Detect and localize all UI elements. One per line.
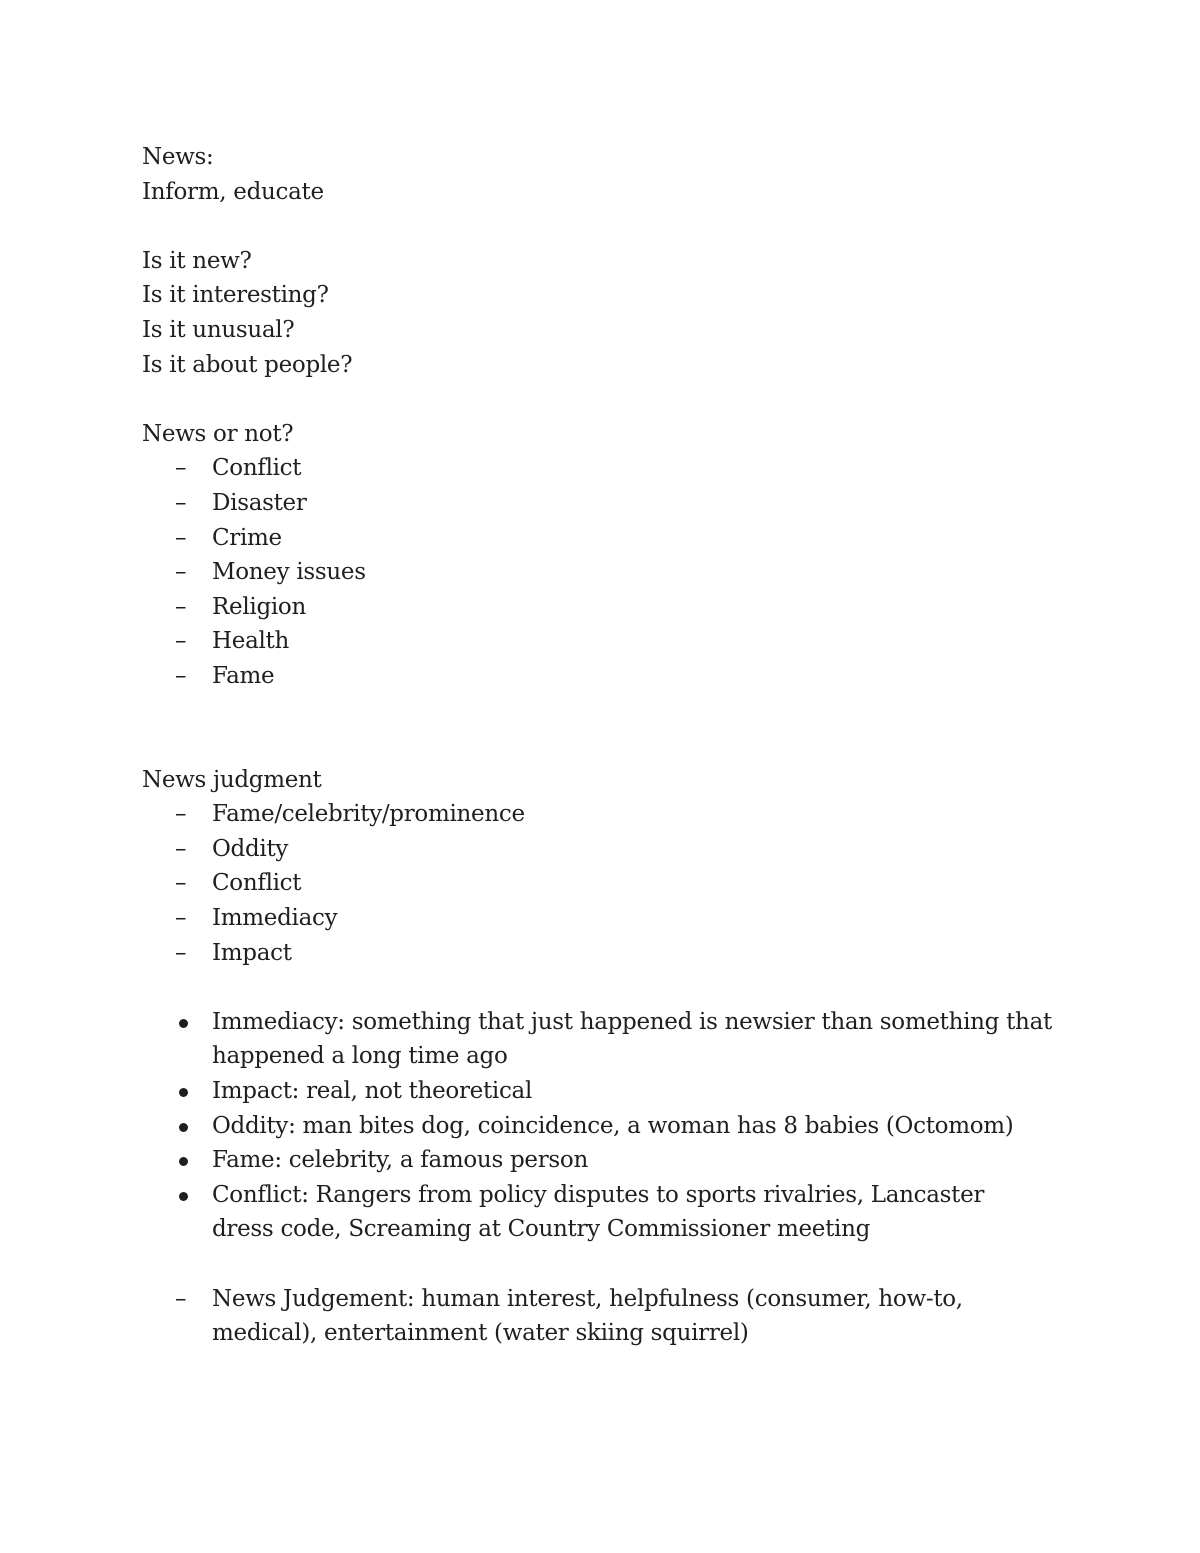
question-line: Is it interesting? (142, 282, 329, 309)
list-item-text: Immediacy (212, 905, 338, 932)
list-item-text: Fame (212, 662, 275, 689)
list-item-text: Impact (212, 939, 292, 966)
dash-marker: – (175, 939, 187, 966)
spacer (142, 970, 1062, 1005)
list-item (142, 901, 1062, 936)
list-item (142, 1005, 1062, 1074)
news-or-not-list (142, 451, 1062, 693)
bullet-icon (179, 1019, 188, 1028)
question-line: Is it unusual? (142, 316, 295, 343)
list-item (142, 451, 1062, 486)
dash-marker: – (175, 662, 187, 689)
list-item-text: Conflict (212, 455, 302, 482)
dash-marker: – (175, 870, 187, 897)
list-item (142, 521, 1062, 556)
list-item (142, 659, 1062, 694)
list-item-text: Fame/celebrity/prominence (212, 801, 525, 828)
question-line: Is it about people? (142, 351, 353, 378)
list-item-text: Crime (212, 524, 282, 551)
list-item-text: News Judgement: human interest, helpfulness (consumer, how-to, medical), entertainment (water skiing squirrel) (212, 1285, 963, 1347)
news-judgment-heading: News judgment (142, 766, 322, 793)
list-item (142, 936, 1062, 971)
list-item (142, 624, 1062, 659)
dash-marker: – (175, 801, 187, 828)
list-item (142, 1109, 1062, 1144)
dash-marker: – (175, 905, 187, 932)
dash-marker: – (175, 835, 187, 862)
news-heading: News: (142, 144, 214, 170)
list-item-text: Oddity (212, 835, 289, 862)
list-item-text: Disaster (212, 489, 307, 516)
definitions-list (142, 1005, 1062, 1247)
list-item (142, 1178, 1062, 1247)
dash-marker: – (175, 489, 187, 516)
list-item-text: Impact: real, not theoretical (212, 1078, 532, 1105)
list-item (142, 832, 1062, 867)
list-item (142, 555, 1062, 590)
list-item (142, 1282, 1062, 1351)
dash-marker: – (175, 559, 187, 586)
list-item-text: Money issues (212, 559, 366, 586)
spacer (142, 694, 1062, 763)
list-item (142, 866, 1062, 901)
list-item-text: Oddity: man bites dog, coincidence, a woman has 8 babies (Octomom) (212, 1112, 1014, 1139)
dash-marker: – (175, 524, 187, 551)
list-item-text: Health (212, 628, 289, 655)
spacer (142, 1247, 1062, 1282)
list-item (142, 1143, 1062, 1178)
final-note-list (142, 1282, 1062, 1351)
dash-marker: – (175, 455, 187, 482)
list-item-text: Conflict (212, 870, 302, 897)
news-or-not-heading: News or not? (142, 420, 294, 447)
bullet-icon (179, 1157, 188, 1166)
list-item (142, 486, 1062, 521)
dash-marker: – (175, 1285, 187, 1312)
dash-marker: – (175, 593, 187, 620)
bullet-icon (179, 1123, 188, 1132)
list-item (142, 590, 1062, 625)
list-item-text: Immediacy: something that just happened is newsier than something that happened a long time ago (212, 1008, 1052, 1070)
news-judgment-list (142, 797, 1062, 970)
list-item-text: Fame: celebrity, a famous person (212, 1147, 588, 1174)
bullet-icon (179, 1088, 188, 1097)
list-item (142, 1074, 1062, 1109)
question-line: Is it new? (142, 247, 252, 274)
bullet-icon (179, 1192, 188, 1201)
list-item-text: Conflict: Rangers from policy disputes to sports rivalries, Lancaster dress code, Screaming at Country Commissioner meeting (212, 1181, 985, 1243)
spacer (142, 209, 1062, 244)
document-content (142, 140, 1062, 1351)
dash-marker: – (175, 628, 187, 655)
spacer (142, 382, 1062, 417)
list-item (142, 797, 1062, 832)
list-item-text: Religion (212, 593, 306, 620)
inform-line: Inform, educate (142, 178, 324, 205)
